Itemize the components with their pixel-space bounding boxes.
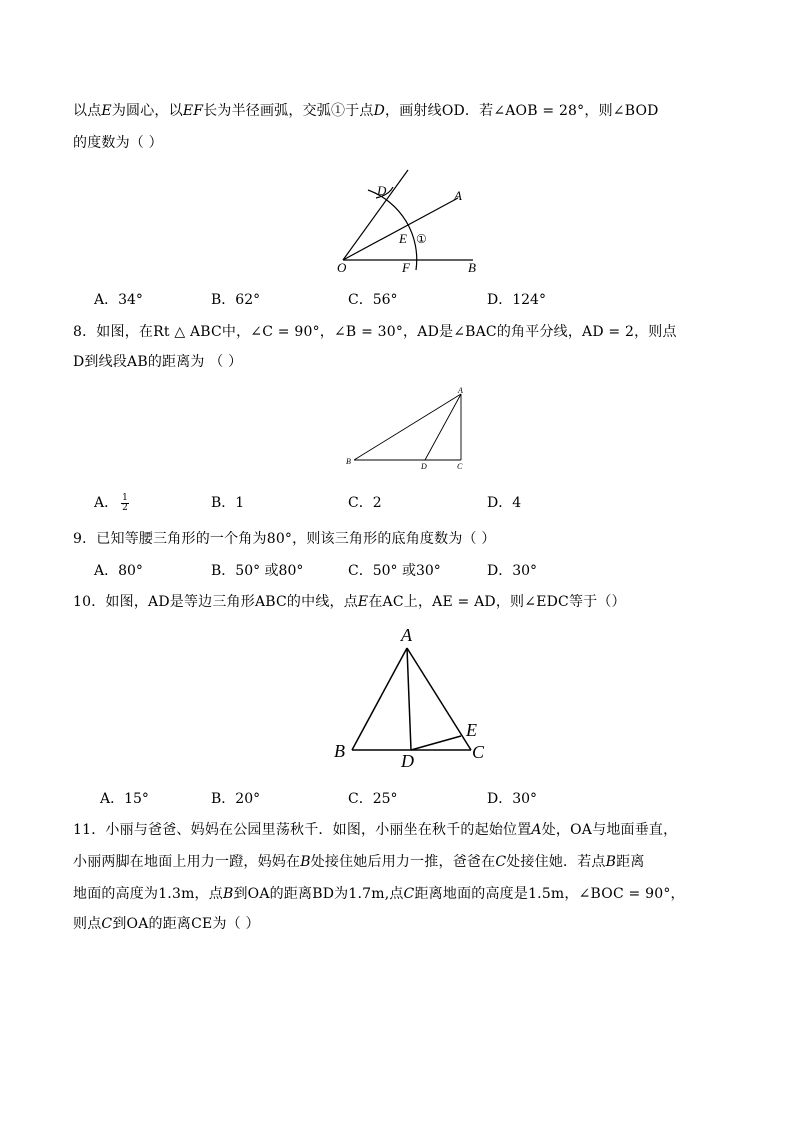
q7-text: 为圆心，以 [111, 103, 183, 119]
q11-point-c: C [495, 854, 507, 870]
q11-text: 则点 [73, 916, 102, 932]
q11-text: 11．小丽与爸爸、妈妈在公园里荡秋千．如图，小丽坐在秋千的起始位置 [73, 822, 532, 838]
q8-figure [340, 385, 475, 475]
q10-figure [330, 620, 495, 775]
q8-label-c: C [457, 462, 463, 471]
q10-option-c[interactable]: C．25° [348, 791, 398, 807]
q11-point-c: C [403, 886, 415, 902]
q10-label-c: C [472, 742, 485, 762]
q7-label-d: D [377, 183, 387, 198]
q11-text: 到OA的距离CE为（ ） [112, 916, 260, 932]
q9-option-c[interactable]: C．50° 或30° [348, 563, 441, 579]
q7-stem-line-2: 的度数为（ ） [73, 135, 163, 151]
q11-point-b: B [605, 854, 617, 870]
q10-label-d: D [401, 751, 414, 771]
q10-text: 在AC上，AE = AD，则∠EDC等于（） [368, 594, 626, 610]
q10-side-ac [407, 648, 471, 750]
q10-option-d[interactable]: D．30° [487, 791, 538, 807]
q11-text: 到OA的距离BD为1.7m,点 [233, 886, 404, 902]
q8-stem-line-1: 8．如图，在Rt △ ABC中，∠C = 90°，∠B = 30°，AD是∠BAC的角平分线，AD = 2，则点 [73, 324, 677, 340]
q8-stem-line-2: D到线段AB的距离为 （ ） [73, 354, 243, 370]
q10-label-b: B [334, 741, 345, 761]
q11-stem-line-3 [73, 884, 685, 904]
q11-point-a: A [531, 822, 542, 838]
q7-label-e: E [399, 231, 407, 246]
q9-option-a[interactable]: A．80° [94, 563, 143, 579]
q7-text: 长为半径画弧，交弧①于点 [203, 103, 374, 119]
q7-text: ，画射线OD．若∠AOB = 28°，则∠BOD [385, 103, 659, 119]
q10-label-a: A [401, 625, 412, 645]
q8-option-c[interactable]: C．2 [348, 495, 382, 511]
q8-bisector-ad [425, 394, 461, 460]
q10-option-a[interactable]: A．15° [100, 791, 149, 807]
q9-option-b[interactable]: B．50° 或80° [211, 563, 304, 579]
q11-text: 处，OA与地面垂直， [541, 822, 678, 838]
q7-stem-line-1 [73, 101, 659, 121]
q11-point-c: C [101, 916, 113, 932]
q11-point-b: B [222, 886, 234, 902]
q8-option-a-fraction [121, 494, 129, 513]
q7-label-circled-1: ① [416, 232, 427, 246]
q7-option-d[interactable]: D．124° [487, 292, 546, 308]
q11-point-b: B [300, 854, 311, 870]
q8-label-d: D [421, 462, 427, 471]
q7-option-a[interactable]: A．34° [94, 292, 143, 308]
q10-option-b[interactable]: B．20° [211, 791, 261, 807]
q11-stem-line-4 [73, 914, 260, 934]
q11-text: 距离 [616, 854, 645, 870]
q8-option-a[interactable] [94, 493, 129, 513]
q7-label-o: O [337, 260, 347, 275]
q8-option-a-prefix: A． [94, 495, 119, 511]
q10-median-ad [407, 648, 411, 750]
q8-label-b: B [346, 457, 351, 466]
q11-text: 处接住她后用力一推，爸爸在 [310, 854, 496, 870]
q11-text: 地面的高度为1.3m，点 [73, 886, 223, 902]
q7-option-b[interactable]: B．62° [211, 292, 261, 308]
q7-point-e: E [101, 103, 112, 119]
q7-segment-ef: EF [182, 103, 204, 119]
q10-segment-de [411, 736, 461, 750]
q7-label-b: B [468, 260, 476, 275]
q10-text: 10．如图，AD是等边三角形ABC的中线，点 [73, 594, 358, 610]
q9-stem: 9．已知等腰三角形的一个角为80°，则该三角形的底角度数为（ ） [73, 531, 496, 547]
q11-text: 小丽两脚在地面上用力一蹬，妈妈在 [73, 854, 301, 870]
q11-text: 距离地面的高度是1.5m，∠BOC = 90°， [414, 886, 685, 902]
q9-option-d[interactable]: D．30° [487, 563, 538, 579]
fraction-numerator: 1 [122, 492, 128, 503]
q7-text: 以点 [73, 103, 102, 119]
q7-point-d: D [373, 103, 386, 119]
q10-side-ab [352, 648, 407, 750]
q8-option-b[interactable]: B．1 [211, 495, 245, 511]
q10-stem [73, 592, 626, 612]
q8-option-d[interactable]: D．4 [487, 495, 522, 511]
q7-figure [330, 168, 490, 278]
q7-option-c[interactable]: C．56° [348, 292, 398, 308]
q7-label-a: A [454, 188, 462, 203]
q11-text: 处接住她．若点 [506, 854, 606, 870]
q7-ray-oa [343, 198, 458, 260]
q10-label-e: E [466, 720, 477, 740]
q10-point-e: E [357, 594, 369, 610]
q11-stem-line-2 [73, 852, 645, 872]
q7-arc-1 [368, 190, 417, 270]
q8-side-ab [354, 394, 461, 460]
q7-ray-od [343, 170, 408, 260]
q8-label-a: A [458, 386, 463, 395]
q11-stem-line-1 [73, 820, 677, 840]
q7-label-f: F [402, 260, 410, 275]
fraction-denominator: 2 [122, 502, 128, 513]
